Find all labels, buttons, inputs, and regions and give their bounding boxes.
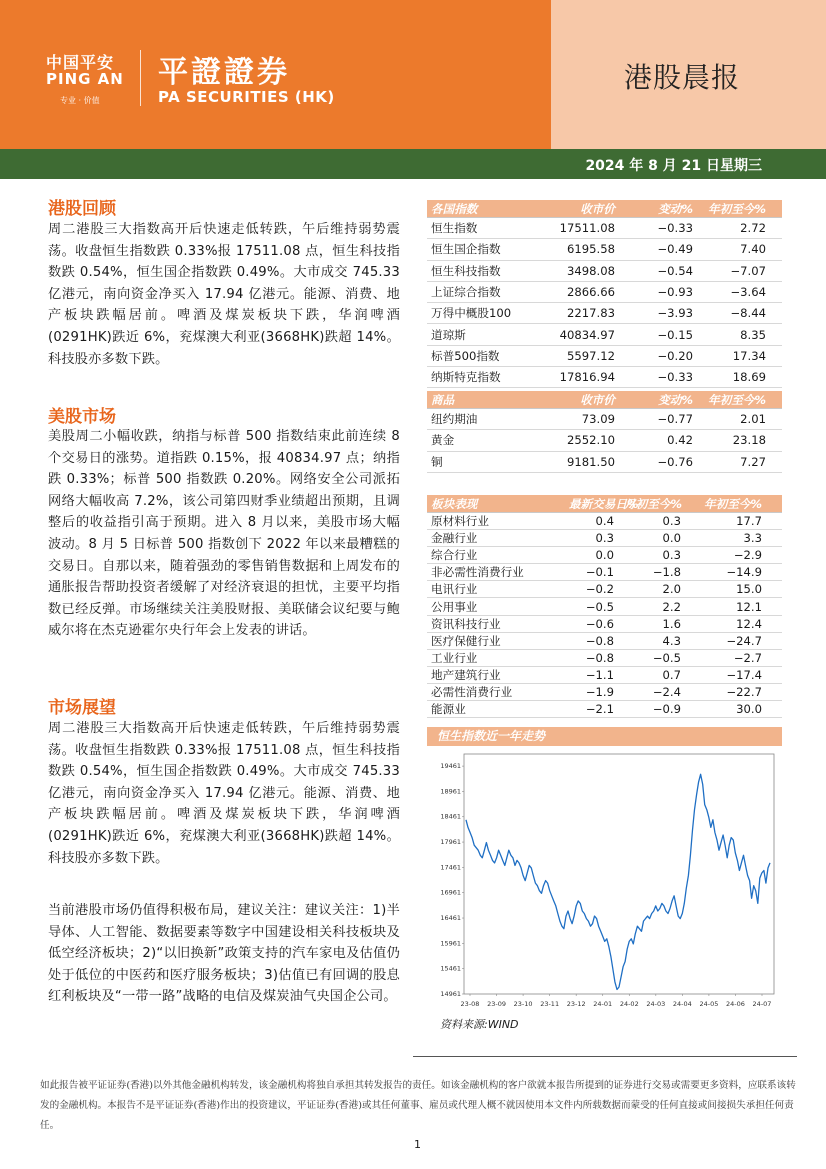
brand-name-en: PA SECURITIES (HK) — [158, 88, 335, 106]
logo-divider — [140, 50, 141, 106]
sector-table-cell: −0.5 — [585, 599, 614, 614]
sector-table-cell: 原材料行业 — [431, 514, 489, 529]
sector-table-header-cell: 板块表现 — [431, 496, 478, 511]
sector-table-cell: 1.6 — [662, 616, 681, 631]
sector-table-cell: 能源业 — [431, 702, 466, 717]
index-table-cell: 恒生科技指数 — [431, 263, 501, 278]
sector-table — [427, 495, 782, 718]
sector-table-cell: 地产建筑行业 — [431, 667, 501, 682]
sector-table-cell: 必需性消费行业 — [431, 684, 513, 699]
y-tick-label: 16961 — [440, 888, 461, 897]
index-table-cell: 2866.66 — [567, 285, 615, 300]
commodity-table-cell: 73.09 — [581, 412, 615, 427]
commodity-table-row — [427, 430, 782, 451]
commodity-table-cell: 2.01 — [740, 412, 766, 427]
sector-table-cell: −1.8 — [652, 565, 681, 580]
sector-table-cell: 3.3 — [743, 531, 762, 546]
sector-table-cell: 15.0 — [736, 582, 762, 597]
sector-table-cell: −0.2 — [585, 582, 614, 597]
sector-table-row — [427, 633, 782, 650]
sector-table-header-cell: 最新交易日% — [569, 496, 639, 511]
commodity-table-header-cell: 年初至今% — [708, 392, 766, 407]
index-table-row — [427, 303, 782, 324]
index-table-cell: −3.64 — [730, 285, 766, 300]
sector-table-cell: 0.4 — [595, 514, 614, 529]
y-tick-label: 17461 — [440, 863, 461, 872]
commodity-table-header-cell: 商品 — [431, 392, 455, 407]
section-heading-outlook: 市场展望 — [48, 698, 116, 718]
index-table-cell: 2.72 — [740, 221, 766, 236]
index-table-cell: 17.34 — [732, 348, 766, 363]
x-tick-label: 23-11 — [540, 1000, 560, 1008]
sector-table-row — [427, 616, 782, 633]
index-table-cell: 上证综合指数 — [431, 285, 501, 300]
y-tick-label: 14961 — [440, 990, 461, 998]
commodity-table-cell: 黄金 — [431, 433, 455, 448]
sector-table-row — [427, 581, 782, 598]
sector-table-cell: 17.7 — [736, 514, 762, 529]
index-table-cell: 3498.08 — [567, 263, 615, 278]
sector-table-cell: 0.7 — [662, 667, 681, 682]
commodity-table-row — [427, 452, 782, 473]
sector-table-cell: 2.2 — [662, 599, 681, 614]
x-tick-label: 24-02 — [619, 1000, 639, 1008]
commodity-table-row — [427, 409, 782, 430]
x-tick-label: 24-06 — [726, 1000, 745, 1008]
sector-table-header-cell: 月初至今% — [624, 496, 682, 511]
hk-review-text: 周二港股三大指数高开后快速走低转跌，午后维持弱势震荡。收盘恒生指数跌 0.33%报 17511.08 点，恒生科技指数跌 0.54%，恒生国企指数跌 0.49%。大市成交 745.33 亿港元，南向资金净买入 17.94 亿港元。能源、消费、地产板块跌幅居前。啤酒及煤炭板块下跌，华润啤酒(0291HK)跌近 6%，兖煤澳大利亚(3668HK)跌超 14%。科技股亦多数下跌。 — [48, 222, 400, 367]
pingan-logo-tagline: 专业 · 价值 — [60, 96, 100, 105]
sector-table-cell: 工业行业 — [431, 650, 478, 665]
index-table-cell: 恒生国企指数 — [431, 242, 501, 257]
x-tick-label: 23-08 — [460, 1000, 480, 1008]
commodity-table-header-cell: 收市价 — [580, 392, 615, 407]
sector-table-cell: −2.9 — [733, 548, 762, 563]
sector-table-cell: −2.7 — [733, 650, 762, 665]
index-table-cell: 40834.97 — [559, 327, 615, 342]
sector-table-cell: −0.9 — [652, 702, 681, 717]
sector-table-row — [427, 684, 782, 701]
index-table-row — [427, 346, 782, 367]
section-heading-us-market: 美股市场 — [48, 407, 116, 427]
hsi-line-chart — [430, 748, 782, 1012]
x-tick-label: 23-09 — [487, 1000, 506, 1008]
x-tick-label: 23-10 — [513, 1000, 533, 1008]
index-table-row — [427, 282, 782, 303]
index-table-row — [427, 218, 782, 239]
index-table-header-cell: 收市价 — [580, 201, 615, 216]
chart-title: 恒生指数近一年走势 — [427, 727, 782, 746]
sector-table-row — [427, 530, 782, 547]
sector-table-cell: 12.1 — [736, 599, 762, 614]
sector-table-cell: −0.8 — [585, 633, 614, 648]
pingan-logo-cn: 中国平安 — [46, 53, 115, 72]
commodity-table-cell: 2552.10 — [567, 433, 615, 448]
sector-table-cell: 电讯行业 — [431, 582, 478, 597]
y-tick-label: 15461 — [440, 964, 461, 973]
index-table-row — [427, 239, 782, 260]
sector-table-cell: −2.1 — [585, 702, 614, 717]
sector-table-cell: 非必需性消费行业 — [431, 565, 524, 580]
sector-table-row — [427, 513, 782, 530]
sector-table-cell: −1.1 — [585, 667, 614, 682]
page-number: 1 — [414, 1138, 421, 1151]
commodity-table-cell: 铜 — [431, 454, 443, 469]
sector-table-cell: −22.7 — [726, 684, 762, 699]
x-tick-label: 24-05 — [699, 1000, 719, 1008]
sector-table-cell: 0.3 — [662, 548, 681, 563]
y-tick-label: 19461 — [440, 762, 461, 771]
index-table-cell: −0.33 — [657, 370, 693, 385]
x-tick-label: 23-12 — [566, 1000, 586, 1008]
sector-table-cell: 综合行业 — [431, 548, 478, 563]
y-tick-label: 15961 — [440, 939, 461, 948]
index-table-cell: 5597.12 — [567, 348, 615, 363]
y-tick-label: 17961 — [440, 838, 461, 847]
index-table-row — [427, 261, 782, 282]
disclaimer-text: 如此报告被平证证券(香港)以外其他金融机构转发，该金融机构将独自承担其转发报告的责任。如该金融机构的客户欲就本报告所提到的证券进行交易或需要更多资料，应联系该转发的金融机构。本报告不是平证证券(香港)作出的投资建议，平证证券(香港)或其任何董事、雇员或代理人概不就因使用本文件内所载数据而蒙受的任何直接或间接损失承担任何责任。 — [40, 1080, 796, 1131]
commodity-table-cell: 7.27 — [740, 454, 766, 469]
pingan-logo-en: PING AN — [46, 70, 124, 88]
sector-table-row — [427, 701, 782, 718]
index-table-cell: 18.69 — [732, 370, 766, 385]
chart-source: 资料来源:WIND — [440, 1018, 519, 1031]
sector-table-cell: 12.4 — [736, 616, 762, 631]
commodity-table — [427, 391, 782, 473]
sector-table-cell: −0.8 — [585, 650, 614, 665]
index-table-cell: −3.93 — [657, 306, 693, 321]
sector-table-cell: 0.0 — [595, 548, 614, 563]
outlook-text-2: 当前港股市场仍值得积极布局，建议关注：建议关注：1)半导体、人工智能、数据要素等数字中国建设相关科技板块及低空经济板块；2)“以旧换新”政策支持的汽车家电及估值仍处于低位的中医药和医疗服务板块；3)估值已有回调的股息红利板块及“一带一路”战略的电信及煤炭油气央国企公司。 — [48, 903, 400, 1005]
sector-table-cell: 资讯科技行业 — [431, 616, 501, 631]
x-tick-label: 24-01 — [593, 1000, 613, 1008]
sector-table-cell: −0.1 — [585, 565, 614, 580]
y-tick-label: 16461 — [440, 914, 461, 923]
index-table-cell: −0.20 — [657, 348, 693, 363]
index-table-cell: 17816.94 — [559, 370, 615, 385]
sector-table-cell: −17.4 — [726, 667, 762, 682]
us-market-text: 美股周二小幅收跌，纳指与标普 500 指数结束此前连续 8 个交易日的涨势。道指跌 0.15%，报 40834.97 点；纳指跌 0.33%；标普 500 指数跌 0.20%。网络安全公司派拓网络大幅收高 7.2%，该公司第四财季业绩超出预期，且调整后的收益指引高于预期。进入 8 月以来，美股市场大幅波动。8 月 5 日标普 500 指数创下 2022 年以来最糟糕的交易日。自那以来，随着强劲的零售销售数据和上周发布的通胀报告帮助投资者缓解了对经济衰退的担忧，主要平均指数已经反弹。市场继续关注美股财报、美联储会议纪要与鲍威尔将在杰克逊霍尔央行年会上发表的讲话。 — [48, 429, 400, 639]
sector-table-cell: 4.3 — [662, 633, 681, 648]
sector-table-cell: 2.0 — [662, 582, 681, 597]
sector-table-cell: 30.0 — [736, 702, 762, 717]
x-tick-label: 24-04 — [672, 1000, 692, 1008]
section-heading-hk-review: 港股回顾 — [48, 199, 116, 219]
commodity-table-cell: 23.18 — [732, 433, 766, 448]
index-table-cell: 万得中概股100 — [431, 306, 512, 321]
x-tick-label: 24-07 — [752, 1000, 772, 1008]
sector-table-row — [427, 547, 782, 564]
index-table-cell: 标普500指数 — [431, 348, 500, 363]
index-table-cell: −7.07 — [730, 263, 766, 278]
sector-table-row — [427, 598, 782, 615]
index-table-cell: −0.93 — [657, 285, 693, 300]
x-tick-label: 24-03 — [646, 1000, 666, 1008]
report-date: 2024 年 8 月 21 日星期三 — [585, 158, 762, 174]
brand-name-cn: 平證證券 — [158, 55, 290, 90]
outlook-text-1: 周二港股三大指数高开后快速走低转跌，午后维持弱势震荡。收盘恒生指数跌 0.33%报 17511.08 点，恒生科技指数跌 0.54%，恒生国企指数跌 0.49%。大市成交 745.33 亿港元，南向资金净买入 17.94 亿港元。能源、消费、地产板块跌幅居前。啤酒及煤炭板块下跌，华润啤酒(0291HK)跌近 6%，兖煤澳大利亚(3668HK)跌超 14%。科技股亦多数下跌。 — [48, 721, 400, 866]
index-table-cell: 2217.83 — [567, 306, 615, 321]
commodity-table-cell: 纽约期油 — [431, 412, 478, 427]
index-table-cell: −0.49 — [657, 242, 693, 257]
footer-divider — [413, 1056, 797, 1057]
index-table-cell: −8.44 — [730, 306, 766, 321]
commodity-table-header-cell: 变动% — [658, 392, 693, 407]
index-table-cell: 8.35 — [740, 327, 766, 342]
index-table-cell: 道琼斯 — [431, 327, 466, 342]
commodity-table-header — [427, 391, 782, 409]
sector-table-row — [427, 667, 782, 684]
sector-table-cell: −14.9 — [726, 565, 762, 580]
sector-table-cell: −0.5 — [652, 650, 681, 665]
index-table-cell: 纳斯特克指数 — [431, 370, 501, 385]
y-tick-label: 18461 — [440, 812, 461, 821]
index-table-cell: −0.33 — [657, 221, 693, 236]
index-table — [427, 200, 782, 388]
index-table-cell: 7.40 — [740, 242, 766, 257]
commodity-table-cell: 9181.50 — [567, 454, 615, 469]
sector-table-cell: 0.0 — [662, 531, 681, 546]
commodity-table-cell: 0.42 — [667, 433, 693, 448]
sector-table-cell: −24.7 — [726, 633, 762, 648]
sector-table-header-cell: 年初至今% — [704, 496, 762, 511]
sector-table-row — [427, 650, 782, 667]
chart-plot-frame — [464, 754, 774, 994]
index-table-cell: 17511.08 — [559, 221, 615, 236]
index-table-header-cell: 各国指数 — [431, 201, 478, 216]
index-table-cell: 6195.58 — [567, 242, 615, 257]
sector-table-row — [427, 564, 782, 581]
sector-table-cell: −1.9 — [585, 684, 614, 699]
sector-table-cell: 0.3 — [595, 531, 614, 546]
sector-table-header — [427, 495, 782, 513]
sector-table-cell: −2.4 — [652, 684, 681, 699]
index-table-cell: −0.54 — [657, 263, 693, 278]
sector-table-cell: 公用事业 — [431, 599, 478, 614]
sector-table-cell: 金融行业 — [431, 531, 478, 546]
index-table-cell: 恒生指数 — [431, 221, 478, 236]
index-table-header — [427, 200, 782, 218]
commodity-table-cell: −0.77 — [657, 412, 693, 427]
y-tick-label: 18961 — [440, 787, 461, 796]
sector-table-cell: 医疗保健行业 — [431, 633, 501, 648]
index-table-cell: −0.15 — [657, 327, 693, 342]
sector-table-cell: −0.6 — [585, 616, 614, 631]
index-table-row — [427, 324, 782, 345]
sector-table-cell: 0.3 — [662, 514, 681, 529]
commodity-table-cell: −0.76 — [657, 454, 693, 469]
index-table-header-cell: 变动% — [658, 201, 693, 216]
report-title: 港股晨报 — [624, 61, 741, 94]
index-table-row — [427, 367, 782, 388]
index-table-header-cell: 年初至今% — [708, 201, 766, 216]
